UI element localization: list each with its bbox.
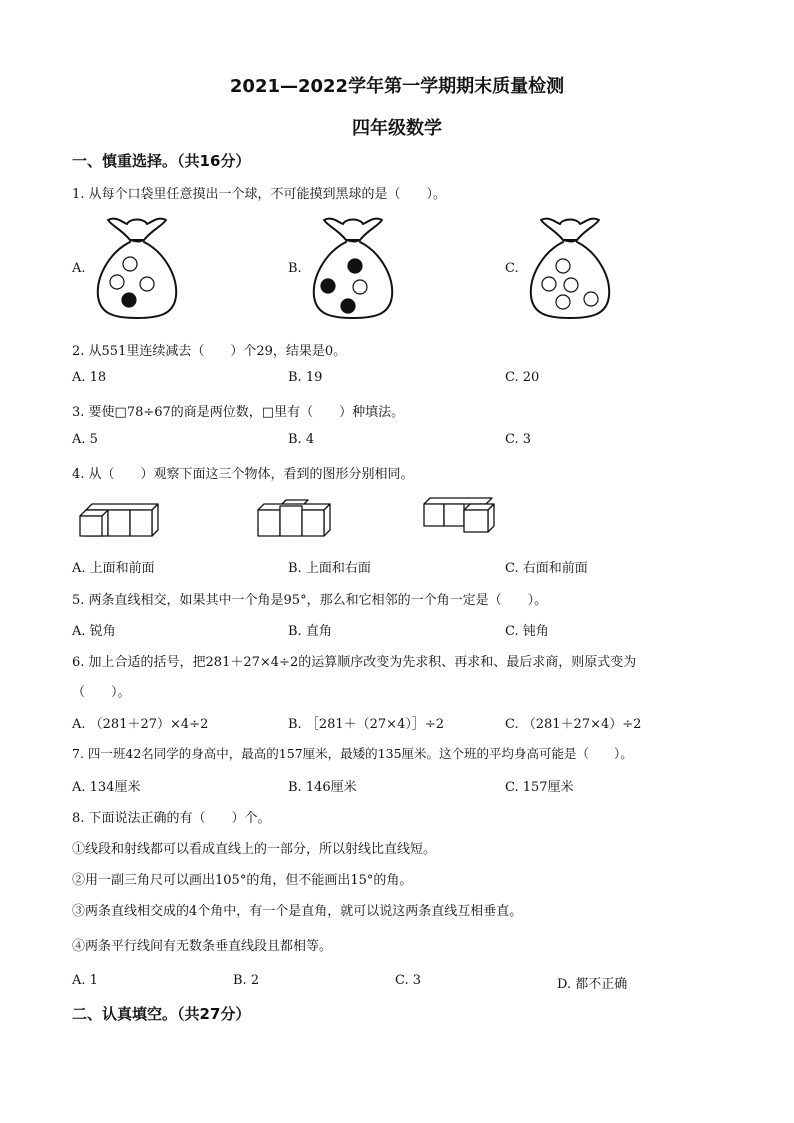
q3-option-a[interactable]: A. 5 [72, 432, 98, 447]
q5-option-a[interactable]: A. 锐角 [72, 624, 116, 639]
q6-option-a[interactable]: A. （281＋27）×4÷2 [72, 717, 209, 732]
q2-option-a[interactable]: A. 18 [72, 370, 107, 385]
q5-option-b[interactable]: B. 直角 [288, 624, 332, 639]
page-title: 2021—2022学年第一学期期末质量检测 [229, 76, 565, 97]
question-4: 4. 从（ ）观察下面这三个物体，看到的图形分别相同。 [72, 467, 414, 482]
q4-option-b[interactable]: B. 上面和右面 [288, 561, 371, 576]
q8-option-a[interactable]: A. 1 [72, 973, 98, 988]
question-3: 3. 要使□78÷67的商是两位数，□里有（ ）种填法。 [72, 405, 405, 420]
q7-option-b[interactable]: B. 146厘米 [288, 780, 357, 795]
cube-solid-c [422, 496, 498, 536]
q7-option-c[interactable]: C. 157厘米 [505, 780, 574, 795]
q6-option-b[interactable]: B. ［281＋（27×4）］÷2 [288, 717, 445, 732]
q3-option-b[interactable]: B. 4 [288, 432, 315, 447]
section-heading-1: 一、慎重选择。（共16分） [72, 152, 251, 170]
q1-option-c[interactable]: C. [505, 261, 519, 276]
section-heading-2: 二、认真填空。（共27分） [72, 1005, 251, 1023]
q8-statement-2: ②用一副三角尺可以画出105°的角，但不能画出15°的角。 [72, 873, 413, 888]
question-7: 7. 四一班42名同学的身高中，最高的157厘米，最矮的135厘米。这个班的平均身高可能是（ ）。 [72, 746, 633, 761]
q8-statement-3: ③两条直线相交成的4个角中，有一个是直角，就可以说这两条直线互相垂直。 [72, 904, 523, 919]
q6-option-c[interactable]: C. （281＋27×4）÷2 [505, 717, 642, 732]
q8-option-b[interactable]: B. 2 [233, 973, 260, 988]
q2-option-c[interactable]: C. 20 [505, 370, 540, 385]
q8-statement-1: ①线段和射线都可以看成直线上的一部分，所以射线比直线短。 [72, 842, 437, 857]
cube-solid-b [254, 496, 334, 540]
question-1: 1. 从每个口袋里任意摸出一个球，不可能摸到黑球的是（ ）。 [72, 187, 447, 202]
q4-option-a[interactable]: A. 上面和前面 [72, 561, 155, 576]
bag-icon [525, 214, 615, 324]
bag-icon [92, 214, 182, 324]
question-6-line2: （ ）。 [72, 685, 131, 700]
q5-option-c[interactable]: C. 钝角 [505, 624, 549, 639]
question-2: 2. 从551里连续减去（ ）个29，结果是0。 [72, 344, 347, 359]
q8-statement-4: ④两条平行线间有无数条垂直线段且都相等。 [72, 939, 333, 954]
question-5: 5. 两条直线相交，如果其中一个角是95°，那么和它相邻的一个角一定是（ ）。 [72, 593, 548, 608]
bag-icon [308, 214, 398, 324]
q7-option-a[interactable]: A. 134厘米 [72, 780, 141, 795]
cube-solid-a [78, 500, 162, 540]
q1-option-a[interactable]: A. [72, 261, 86, 276]
q8-option-d[interactable]: D. 都不正确 [557, 977, 628, 992]
q2-option-b[interactable]: B. 19 [288, 370, 323, 385]
page-subtitle: 四年级数学 [352, 118, 442, 139]
q1-option-b[interactable]: B. [288, 261, 302, 276]
question-8: 8. 下面说法正确的有（ ）个。 [72, 811, 271, 826]
q8-option-c[interactable]: C. 3 [395, 973, 422, 988]
question-6: 6. 加上合适的括号，把281＋27×4÷2的运算顺序改变为先求积、再求和、最后求商，则原式变为 [72, 655, 637, 670]
q3-option-c[interactable]: C. 3 [505, 432, 532, 447]
q4-option-c[interactable]: C. 右面和前面 [505, 561, 588, 576]
